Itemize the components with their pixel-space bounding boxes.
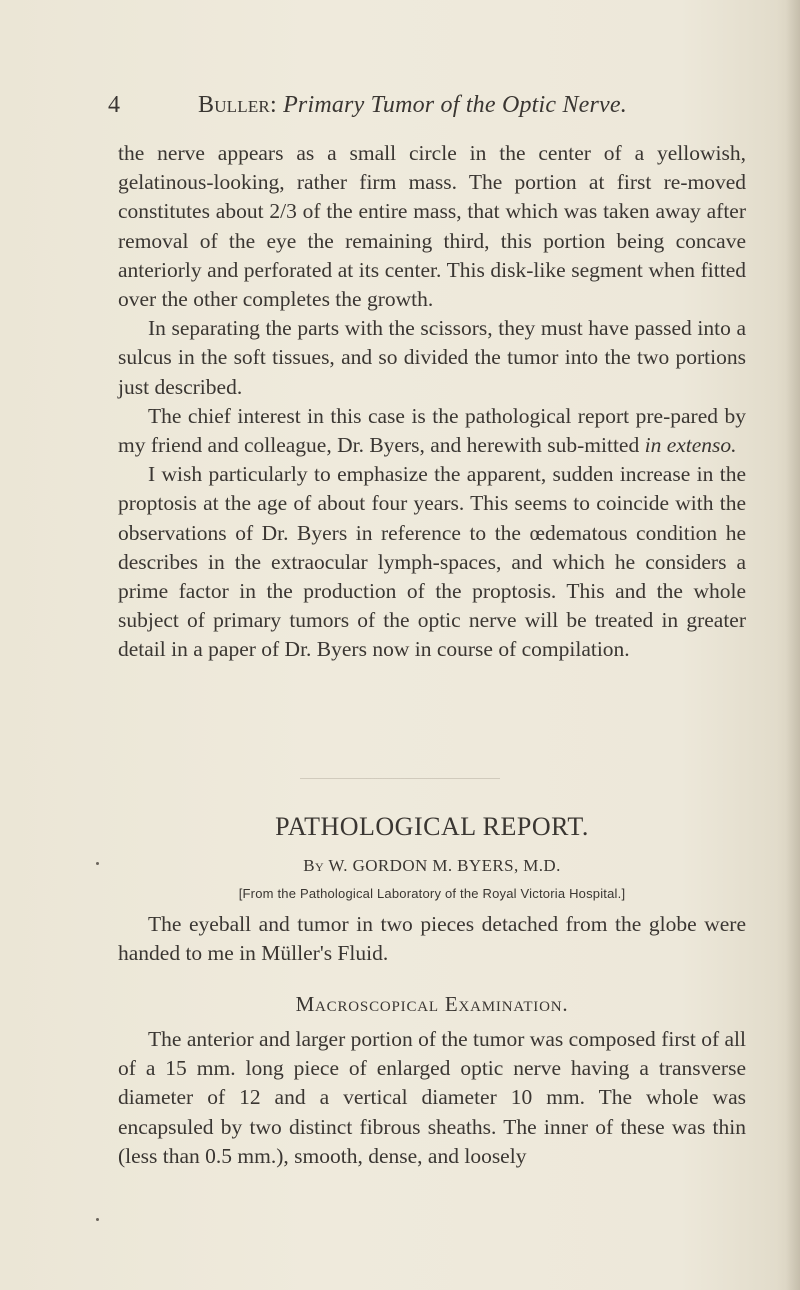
page-number: 4 [108,92,121,118]
paragraph-chief-interest [118,402,746,460]
text-block-1 [118,139,746,665]
page-edge-shadow [786,0,800,1290]
byline-author: W. GORDON M. BYERS, M.D. [328,856,561,875]
chief-interest-text: The chief interest in this case is the pathological report pre-pared by my friend and colleague, Dr. Byers, and herewith sub-mitted [118,403,746,458]
macroscopical-heading: Macroscopical Examination. [295,992,569,1016]
paragraph-emphasis: I wish particularly to emphasize the apparent, sudden increase in the proptosis at the age of about four years. This seems to coincide with the observations of Dr. Byers in reference to the œdematous condition he describes in the extraocular lymph-spaces, and which he considers a prime factor in the production of the proptosis. This and the whole subject of primary tumors of the optic nerve will be treated in greater detail in a paper of Dr. Byers now in course of compilation. [118,462,746,662]
chief-interest-emphasis: in extenso. [644,433,737,458]
byline-by: By [303,856,325,875]
header-title: Primary Tumor of the Optic Nerve. [283,92,627,118]
paragraph-continuation: the nerve appears as a small circle in the center of a yellowish, gelatinous-looking, rather firm mass. The portion at first re-moved constitutes about 2/3 of the entire mass, that which was taken away after removal of the eye the remaining third, this portion being concave anteriorly and perforated at its center. This disk-like segment when fitted over the other completes the growth. [118,141,746,312]
section-divider [300,778,500,779]
paragraph-macroscopical: The anterior and larger portion of the tumor was composed first of all of a 15 mm. long piece of enlarged optic nerve having a transverse diameter of 12 and a vertical diameter 10 mm. The whole was encapsuled by two distinct fibrous sheaths. The inner of these was thin (less than 0.5 mm.), smooth, dense, and loosely [118,1027,746,1168]
report-source: [From the Pathological Laboratory of the Royal Victoria Hospital.] [238,886,626,901]
print-speck [96,862,99,865]
text-block-3 [118,1025,746,1171]
header-separator: : [269,92,277,118]
text-block-2 [118,910,746,968]
running-header [108,92,748,119]
paragraph-report-intro: The eyeball and tumor in two pieces detached from the globe were handed to me in Müller's Fluid. [118,912,746,966]
print-speck [96,1218,99,1221]
header-author: Buller [198,92,270,118]
report-heading: PATHOLOGICAL REPORT. [275,812,589,841]
report-byline [118,856,746,876]
paragraph-separating: In separating the parts with the scissors, they must have passed into a sulcus in the soft tissues, and so divided the tumor into the two portions just described. [118,316,746,399]
